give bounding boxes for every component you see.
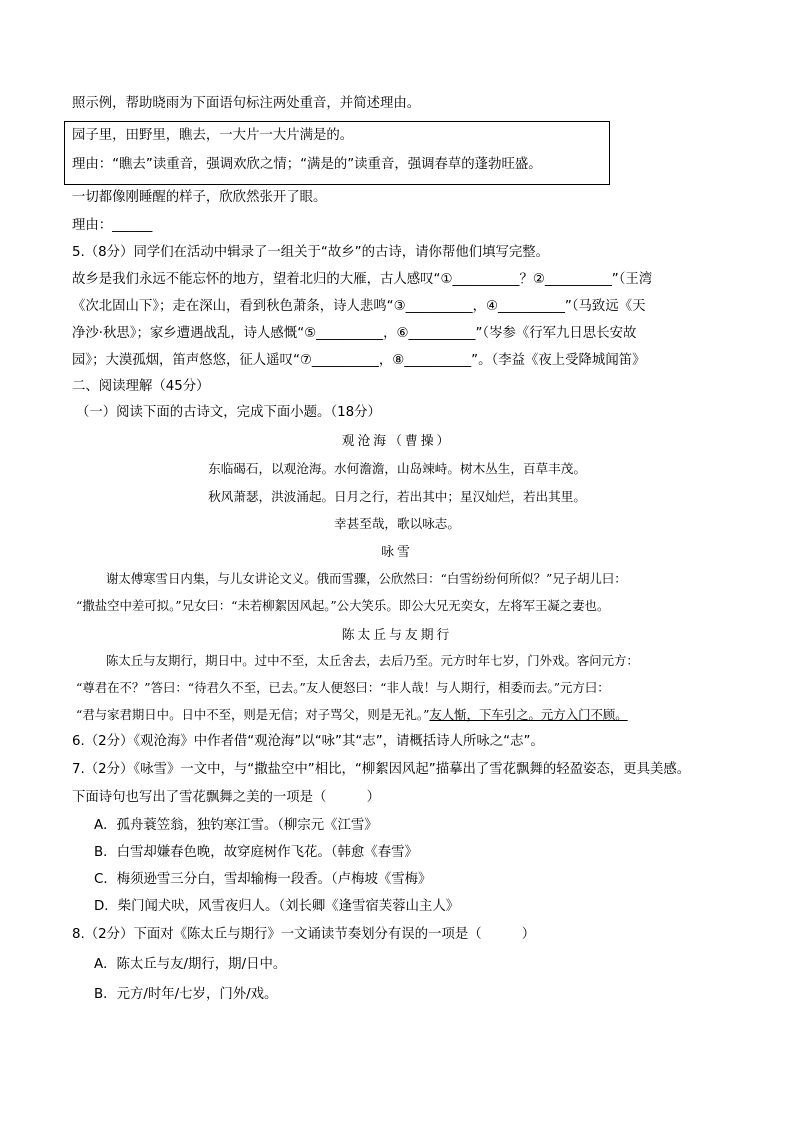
q7-line-2: 下面诗句也写出了雪花飘舞之美的一项是（ ） xyxy=(72,790,380,805)
text3-line-2: “尊君在不？”答曰：“待君久不至，已去。”友人便怒曰：“非人哉！与人期行，相委而去。”元方曰： xyxy=(76,680,610,695)
task-reason: 理由：______ xyxy=(72,218,153,233)
text3-line-1: 陈太丘与友期行，期日中。过中不至，太丘舍去，去后乃至。元方时年七岁，门外戏。客问元方： xyxy=(106,653,639,668)
text2-line-1: 谢太傅寒雪日内集，与儿女讲论文义。俄而雪骤，公欣然曰：“白雪纷纷何所似？”兄子胡儿曰： xyxy=(106,571,627,586)
text3-title: 陈太丘与友期行 xyxy=(341,628,453,643)
example-reason: 理由：“瞧去”读重音，强调欢欣之情；“满是的”读重音，强调春草的蓬勃旺盛。 xyxy=(72,157,542,172)
q8-option-a[interactable]: A．陈太丘与友/期行，期/日中。 xyxy=(94,957,287,972)
poem-title: 观沧海（曹操） xyxy=(341,434,453,449)
q8-option-b[interactable]: B．元方/时年/七岁，门外/戏。 xyxy=(94,987,278,1002)
q5-heading: 5.（8分）同学们在活动中辑录了一组关于“故乡”的古诗，请你帮他们填写完整。 xyxy=(72,245,550,260)
q5-line-1: 故乡是我们永远不能忘怀的地方，望着北归的大雁，古人感叹“①__________？②__________”（王湾 xyxy=(72,272,653,287)
instruction-text: 照示例，帮助晓雨为下面语句标注两处重音，并简述理由。 xyxy=(72,96,421,111)
text3-line-3 xyxy=(76,705,628,725)
text2-title: 咏雪 xyxy=(381,545,413,560)
text3-line-3-plain: “君与家君期日中。日中不至，则是无信；对子骂父，则是无礼。” xyxy=(76,707,430,722)
q8-line-1: 8.（2分）下面对《陈太丘与期行》一文诵读节奏划分有误的一项是（ ） xyxy=(72,927,536,942)
task-sentence: 一切都像刚睡醒的样子，欣欣然张开了眼。 xyxy=(72,190,327,205)
q7-option-a[interactable]: A．孤舟蓑笠翁，独钓寒江雪。（柳宗元《江雪》 xyxy=(94,818,378,833)
q7-option-b[interactable]: B．白雪却嫌春色晚，故穿庭树作飞花。（韩愈《春雪》 xyxy=(94,845,418,860)
poem-line-3: 幸甚至哉，歌以咏志。 xyxy=(334,516,460,531)
q5-line-2: 《次北固山下》；走在深山，看到秋色萧条，诗人悲鸣“③__________，④__________”（马致远《天 xyxy=(72,299,646,314)
q7-line-1: 7.（2分）《咏雪》一文中，与“撒盐空中”相比，“柳絮因风起”描摹出了雪花飘舞的轻盈姿态，更具美感。 xyxy=(72,762,691,777)
poem-line-1: 东临碣石，以观沧海。水何澹澹，山岛竦峙。树木丛生，百草丰茂。 xyxy=(208,461,586,476)
q7-option-d[interactable]: D．柴门闻犬吠，风雪夜归人。（刘长卿《逢雪宿芙蓉山主人》 xyxy=(94,899,460,914)
text3-underlined-sentence: 友人惭，下车引之。元方入门不顾。 xyxy=(429,707,628,722)
q6-text: 6.（2分）《观沧海》中作者借“观沧海”以“咏”其“志”，请概括诗人所咏之“志”。 xyxy=(72,734,544,749)
section-heading: 二、阅读理解（45分） xyxy=(72,379,210,394)
q5-line-3: 净沙·秋思》；家乡遭遇战乱，诗人感慨“⑤__________，⑥__________”（岑参《行军九日思长安故 xyxy=(72,326,637,341)
part-heading: （一）阅读下面的古诗文，完成下面小题。（18分） xyxy=(76,405,381,420)
example-sentence: 园子里，田野里，瞧去，一大片一大片满是的。 xyxy=(72,128,354,143)
text2-line-2: “撒盐空中差可拟。”兄女曰：“未若柳絮因风起。”公大笑乐。即公大兄无奕女，左将军王凝之妻也。 xyxy=(76,598,610,613)
q7-option-c[interactable]: C．梅须逊雪三分白，雪却输梅一段香。（卢梅坡《雪梅》 xyxy=(94,872,432,887)
poem-line-2: 秋风萧瑟，洪波涌起。日月之行，若出其中；星汉灿烂，若出其里。 xyxy=(208,489,586,504)
q5-line-4: 园》；大漠孤烟，笛声悠悠，征人遥叹“⑦__________，⑧__________”。（李益《夜上受降城闻笛》 xyxy=(72,353,646,368)
